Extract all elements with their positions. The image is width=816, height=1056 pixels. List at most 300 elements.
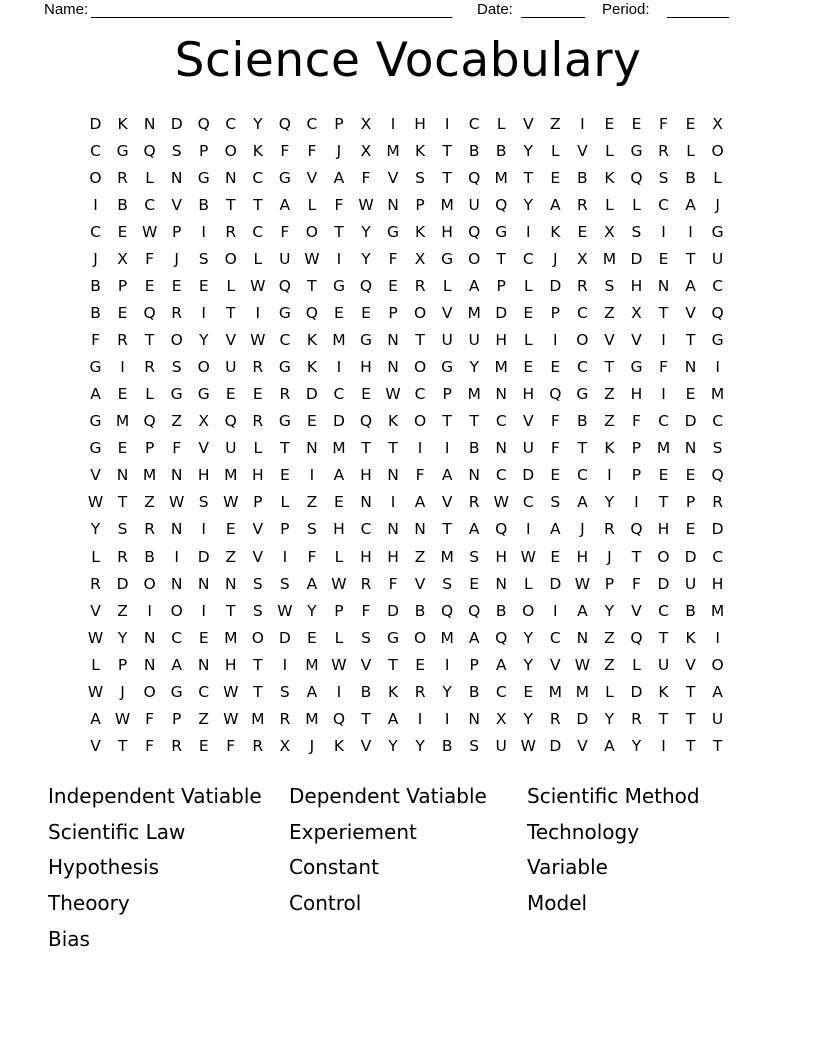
grid-letter: R [414, 277, 426, 296]
grid-letter: S [171, 141, 182, 160]
grid-letter: P [253, 493, 263, 512]
grid-letter: I [417, 439, 423, 458]
grid-letter: Q [359, 412, 373, 431]
grid-letter: F [280, 222, 290, 241]
grid-letter: L [632, 195, 641, 214]
grid-letter: Q [468, 168, 481, 187]
grid-letter: M [467, 385, 481, 404]
grid-letter: H [387, 547, 399, 566]
grid-letter: P [171, 709, 182, 728]
grid-letter: O [413, 304, 427, 323]
grid-letter: G [278, 412, 291, 431]
grid-letter: Q [495, 195, 508, 214]
grid-letter: R [117, 547, 128, 566]
grid-letter: E [117, 304, 128, 323]
grid-letter: G [441, 250, 454, 268]
grid-letter: T [685, 250, 696, 268]
grid-letter: D [387, 601, 399, 620]
page-title: Science Vocabulary [174, 33, 642, 88]
grid-letter: X [360, 141, 372, 160]
grid-letter: R [171, 304, 183, 323]
grid-letter: C [658, 601, 669, 620]
grid-letter: I [661, 736, 666, 755]
grid-letter: F [172, 439, 182, 458]
grid-letter: W [250, 277, 266, 296]
grid-letter: E [577, 222, 588, 241]
grid-letter: C [712, 412, 724, 431]
grid-letter: G [711, 222, 724, 241]
grid-letter: O [576, 331, 589, 350]
grid-letter: H [657, 520, 670, 539]
grid-letter: X [198, 412, 210, 431]
grid-letter: V [631, 601, 642, 620]
grid-letter: C [658, 412, 669, 431]
grid-letter: O [657, 547, 670, 566]
grid-letter: N [170, 168, 183, 187]
grid-letter: X [360, 114, 372, 133]
grid-letter: M [656, 439, 671, 458]
grid-letter: P [334, 601, 344, 620]
grid-letter: H [576, 547, 589, 566]
grid-letter: G [197, 385, 210, 404]
grid-letter: E [685, 114, 696, 133]
grid-letter: V [631, 331, 642, 350]
grid-letter: I [661, 331, 666, 350]
grid-letter: O [711, 141, 724, 160]
grid-letter: M [224, 466, 238, 485]
grid-letter: G [197, 168, 210, 187]
grid-letter: W [87, 628, 104, 647]
grid-letter: C [252, 222, 264, 241]
grid-letter: A [387, 709, 399, 728]
grid-letter: C [712, 277, 724, 296]
grid-letter: I [525, 520, 531, 539]
grid-letter: S [415, 168, 425, 187]
grid-letter: Q [143, 412, 156, 431]
grid-letter: C [495, 466, 507, 485]
grid-letter: Z [306, 493, 318, 512]
grid-letter: T [388, 439, 398, 458]
grid-letter: J [553, 250, 558, 268]
grid-letter: I [201, 520, 206, 539]
grid-letter: Y [604, 601, 615, 620]
word-list-column [289, 779, 527, 922]
grid-letter: T [307, 277, 317, 296]
grid-letter: I [336, 682, 342, 701]
grid-letter: P [631, 439, 642, 458]
grid-letter: E [658, 250, 669, 268]
grid-letter: P [469, 655, 479, 674]
grid-letter: U [225, 439, 237, 458]
grid-letter: O [197, 358, 210, 377]
grid-letter: B [468, 439, 480, 458]
grid-letter: R [414, 682, 426, 701]
grid-letter: I [715, 628, 720, 647]
grid-letter: O [413, 358, 427, 377]
grid-letter: E [550, 547, 561, 566]
grid-letter: G [278, 304, 291, 323]
grid-letter: G [116, 141, 129, 160]
grid-letter: L [551, 141, 560, 160]
grid-letter: L [226, 277, 236, 296]
grid-letter: B [685, 168, 696, 187]
grid-letter: G [332, 277, 345, 296]
grid-letter: T [226, 304, 236, 323]
grid-letter: I [309, 466, 315, 485]
grid-letter: W [87, 682, 104, 701]
grid-letter: A [685, 195, 696, 214]
grid-letter: Z [604, 385, 615, 404]
grid-letter: J [580, 520, 585, 539]
grid-letter: T [253, 682, 263, 701]
grid-letter: Q [332, 709, 346, 728]
grid-letter: I [390, 114, 396, 133]
grid-letter: T [658, 493, 669, 512]
grid-letter: B [117, 195, 128, 214]
grid-letter: S [171, 358, 182, 377]
grid-letter: U [495, 736, 507, 755]
grid-letter: D [549, 574, 562, 593]
grid-letter: A [468, 628, 480, 647]
grid-letter: X [604, 222, 615, 241]
grid-letter: G [170, 385, 183, 404]
grid-letter: X [577, 250, 588, 268]
grid-letter: E [388, 277, 398, 296]
word-list-item: Scientific Method [527, 784, 700, 808]
grid-letter: T [415, 331, 425, 350]
grid-letter: W [493, 493, 509, 512]
grid-letter: Y [604, 709, 615, 728]
grid-letter: Z [171, 412, 182, 431]
grid-letter: E [604, 114, 615, 133]
grid-letter: N [197, 574, 210, 593]
grid-letter: E [144, 277, 155, 296]
grid-letter: Y [604, 493, 615, 512]
grid-letter: T [631, 547, 642, 566]
grid-letter: E [117, 439, 128, 458]
grid-letter: X [279, 736, 291, 755]
grid-letter: M [710, 385, 725, 404]
grid-letter: F [280, 141, 290, 160]
word-list-item: Theoory [48, 891, 130, 916]
grid-letter: C [576, 304, 588, 323]
grid-letter: E [631, 114, 642, 133]
grid-letter: J [93, 250, 98, 268]
grid-letter: I [336, 358, 342, 377]
grid-letter: C [333, 385, 345, 404]
grid-letter: P [442, 385, 452, 404]
grid-letter: I [553, 601, 558, 620]
grid-letter: F [632, 412, 641, 431]
grid-letter: B [360, 682, 372, 701]
grid-letter: D [278, 628, 291, 647]
grid-letter: T [604, 358, 615, 377]
grid-letter: T [658, 304, 669, 323]
grid-letter: I [390, 493, 396, 512]
grid-letter: H [630, 277, 643, 296]
grid-letter: M [440, 195, 454, 214]
grid-letter: I [444, 439, 450, 458]
grid-letter: N [143, 655, 156, 674]
grid-letter: S [469, 547, 480, 566]
grid-letter: O [522, 601, 535, 620]
grid-letter: C [171, 628, 183, 647]
grid-letter: C [252, 168, 264, 187]
grid-letter: V [522, 412, 534, 431]
grid-letter: N [387, 195, 399, 214]
grid-letter: W [520, 736, 536, 755]
grid-letter: J [120, 682, 125, 701]
grid-letter: C [90, 141, 101, 160]
grid-letter: F [550, 412, 560, 431]
grid-letter: J [336, 141, 342, 160]
grid-letter: A [441, 466, 453, 485]
grid-letter: A [550, 195, 561, 214]
grid-letter: M [224, 628, 238, 647]
grid-letter: N [170, 520, 183, 539]
grid-letter: K [306, 358, 317, 377]
grid-letter: E [550, 168, 561, 187]
grid-letter: R [468, 493, 480, 512]
grid-letter: P [117, 655, 128, 674]
grid-letter: P [199, 141, 209, 160]
grid-letter: V [685, 304, 696, 323]
grid-letter: P [388, 304, 398, 323]
grid-letter: O [224, 141, 237, 160]
grid-letter: T [144, 331, 155, 350]
grid-letter: E [550, 358, 561, 377]
grid-letter: W [223, 493, 239, 512]
grid-letter: E [415, 655, 425, 674]
grid-letter: D [684, 547, 697, 566]
grid-letter: Y [415, 736, 425, 755]
grid-letter: K [387, 412, 399, 431]
grid-letter: M [710, 601, 725, 620]
grid-letter: I [174, 547, 179, 566]
grid-letter: G [630, 141, 643, 160]
grid-letter: Z [144, 493, 155, 512]
grid-letter: C [522, 250, 534, 268]
grid-letter: O [468, 250, 481, 268]
grid-letter: A [279, 195, 291, 214]
grid-letter: Q [468, 601, 481, 620]
grid-letter: S [550, 493, 561, 512]
grid-letter: E [523, 358, 534, 377]
grid-letter: M [251, 709, 265, 728]
grid-letter: V [387, 168, 399, 187]
grid-letter: E [550, 466, 561, 485]
grid-letter: P [117, 277, 128, 296]
grid-letter: R [252, 736, 264, 755]
grid-letter: X [631, 304, 642, 323]
grid-letter: G [278, 168, 291, 187]
grid-letter: N [657, 277, 670, 296]
grid-letter: I [282, 655, 288, 674]
grid-letter: E [523, 304, 534, 323]
grid-letter: A [604, 736, 615, 755]
word-list-item: Technology [527, 819, 640, 844]
period-label: Period: [602, 1, 650, 18]
grid-letter: E [117, 222, 128, 241]
grid-letter: R [117, 168, 128, 187]
grid-letter: Y [523, 141, 533, 160]
grid-letter: F [361, 168, 371, 187]
grid-letter: U [711, 709, 724, 728]
grid-letter: L [713, 168, 722, 187]
grid-letter: M [494, 168, 508, 187]
grid-letter: O [413, 628, 427, 647]
grid-letter: E [198, 277, 209, 296]
grid-letter: O [224, 250, 237, 268]
grid-letter: R [576, 277, 588, 296]
grid-letter: I [553, 331, 558, 350]
grid-letter: D [549, 736, 562, 755]
grid-letter: L [523, 574, 533, 593]
grid-letter: G [711, 331, 724, 350]
grid-letter: T [469, 412, 479, 431]
grid-letter: L [523, 331, 533, 350]
grid-letter: T [712, 736, 723, 755]
grid-letter: P [334, 114, 344, 133]
word-list-item: Variable [527, 855, 608, 880]
grid-letter: H [522, 385, 535, 404]
grid-letter: R [144, 358, 155, 377]
grid-letter: M [602, 250, 617, 268]
grid-letter: E [685, 520, 696, 539]
grid-letter: R [117, 331, 128, 350]
grid-letter: E [685, 385, 696, 404]
grid-letter: J [607, 547, 612, 566]
grid-letter: L [91, 655, 100, 674]
grid-letter: C [712, 547, 724, 566]
grid-letter: T [523, 168, 533, 187]
grid-letter: E [361, 304, 371, 323]
grid-letter: P [144, 439, 155, 458]
grid-letter: H [630, 385, 643, 404]
grid-letter: K [117, 114, 128, 133]
grid-letter: L [145, 385, 154, 404]
grid-letter: T [658, 628, 669, 647]
grid-letter: W [385, 385, 401, 404]
word-list-column [527, 779, 700, 922]
grid-letter: A [90, 709, 101, 728]
grid-letter: C [144, 195, 156, 214]
grid-letter: F [145, 250, 155, 268]
grid-letter: T [577, 439, 588, 458]
grid-letter: I [417, 709, 423, 728]
grid-letter: M [467, 304, 481, 323]
grid-letter: L [605, 682, 614, 701]
grid-letter: Y [253, 114, 263, 133]
grid-letter: E [307, 412, 317, 431]
grid-letter: Y [523, 195, 533, 214]
grid-letter: W [304, 250, 320, 268]
grid-letter: V [550, 655, 561, 674]
word-list-item: Scientific Law [48, 819, 186, 844]
grid-letter: H [251, 466, 264, 485]
grid-letter: M [575, 682, 590, 701]
grid-letter: M [440, 628, 454, 647]
grid-letter: M [305, 655, 319, 674]
grid-letter: N [468, 709, 480, 728]
grid-letter: G [359, 331, 372, 350]
grid-letter: C [468, 114, 480, 133]
grid-letter: N [387, 331, 399, 350]
grid-letter: N [576, 628, 589, 647]
grid-letter: R [360, 574, 372, 593]
word-search-grid [82, 111, 731, 760]
grid-letter: M [115, 412, 130, 431]
grid-letter: L [91, 547, 100, 566]
grid-letter: I [147, 601, 152, 620]
grid-letter: N [224, 168, 237, 187]
grid-letter: I [120, 358, 125, 377]
grid-letter: L [307, 195, 317, 214]
grid-letter: P [685, 493, 696, 512]
grid-letter: T [226, 601, 236, 620]
grid-letter: R [712, 493, 723, 512]
grid-letter: R [144, 520, 155, 539]
grid-letter: L [632, 655, 641, 674]
grid-letter: D [332, 412, 345, 431]
grid-letter: A [712, 682, 723, 701]
grid-letter: A [306, 574, 318, 593]
grid-letter: Z [414, 547, 426, 566]
grid-letter: A [414, 493, 426, 512]
grid-letter: H [495, 547, 508, 566]
grid-letter: Z [604, 304, 615, 323]
grid-letter: I [525, 222, 531, 241]
grid-letter: B [90, 304, 101, 323]
grid-letter: C [360, 520, 372, 539]
grid-letter: Y [388, 736, 398, 755]
grid-letter: S [279, 574, 290, 593]
grid-letter: W [223, 709, 239, 728]
grid-letter: T [442, 141, 452, 160]
grid-letter: J [715, 195, 720, 214]
grid-letter: B [577, 412, 588, 431]
grid-letter: N [387, 466, 399, 485]
grid-letter: F [226, 736, 236, 755]
grid-letter: T [280, 439, 290, 458]
grid-letter: Z [225, 547, 237, 566]
grid-letter: E [523, 682, 534, 701]
grid-letter: A [468, 520, 480, 539]
grid-letter: L [605, 141, 614, 160]
grid-letter: K [306, 331, 317, 350]
grid-letter: D [630, 250, 643, 268]
grid-letter: V [90, 736, 101, 755]
grid-letter: M [332, 331, 346, 350]
grid-letter: T [388, 655, 398, 674]
grid-letter: P [496, 277, 506, 296]
grid-letter: F [307, 141, 317, 160]
grid-letter: I [688, 222, 693, 241]
word-list-item: Constant [289, 855, 379, 880]
grid-letter: I [93, 195, 98, 214]
grid-letter: C [306, 114, 318, 133]
grid-letter: Q [711, 466, 724, 485]
grid-letter: R [252, 412, 264, 431]
grid-letter: K [604, 168, 615, 187]
grid-letter: S [469, 736, 480, 755]
grid-letter: B [144, 547, 155, 566]
grid-letter: T [117, 736, 128, 755]
grid-letter: M [142, 466, 157, 485]
grid-letter: K [387, 682, 399, 701]
grid-letter: N [306, 439, 318, 458]
grid-letter: Y [523, 709, 533, 728]
